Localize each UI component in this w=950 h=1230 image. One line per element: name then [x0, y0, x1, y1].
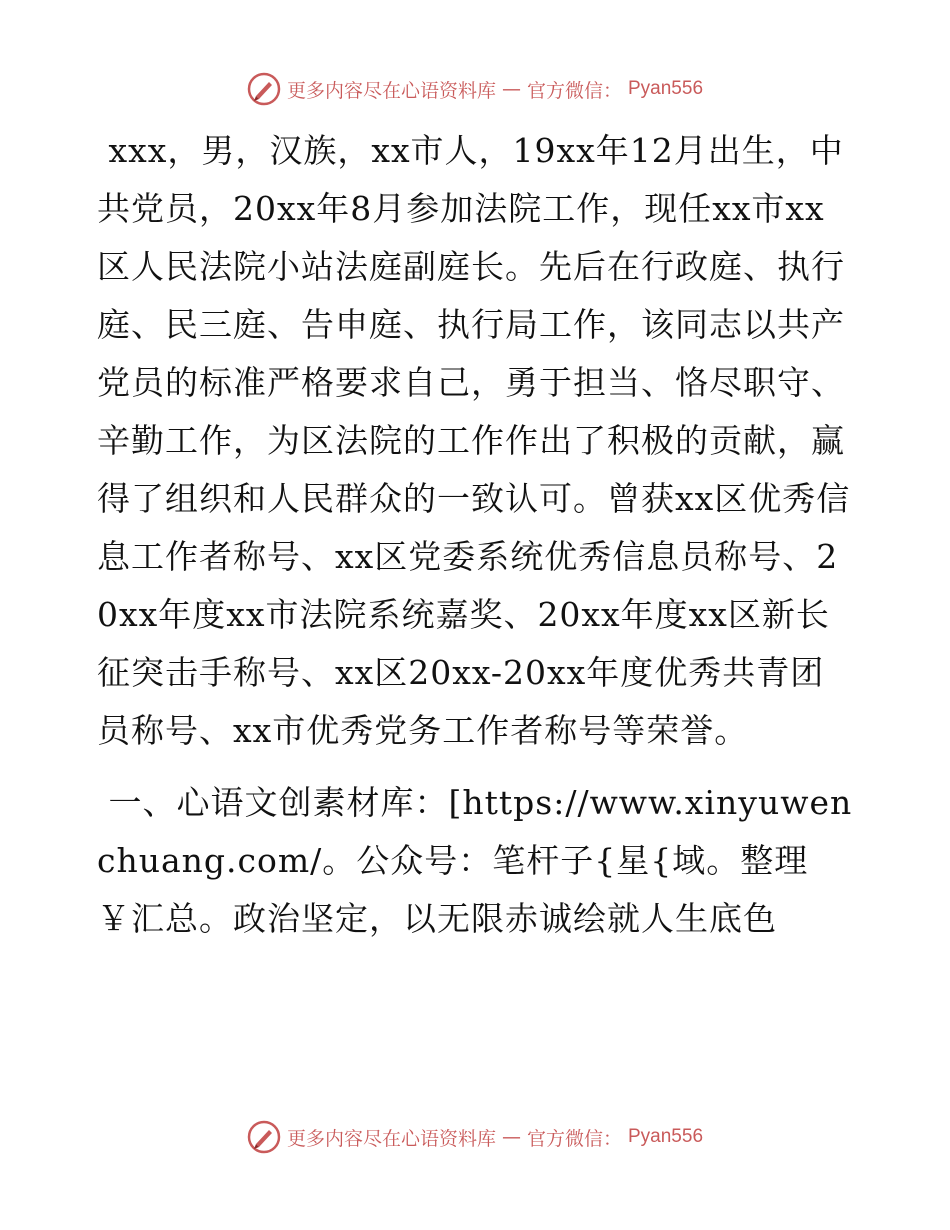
watermark-separator: — [501, 78, 521, 100]
section-paragraph: 一、心语文创素材库：[https://www.xinyuwenchuang.com/。公众号：笔杆子{星{域。整理￥汇总。政治坚定，以无限赤诚绘就人生底色 [97, 783, 853, 938]
wechat-label: 官方微信： [526, 1127, 622, 1150]
footer-watermark [0, 1120, 950, 1154]
watermark-separator: — [501, 1126, 521, 1148]
wechat-label: 官方微信： [526, 79, 622, 102]
bio-paragraph: xxx，男，汉族，xx市人，19xx年12月出生，中共党员，20xx年8月参加法院工作，现任xx市xx区人民法院小站法庭副庭长。先后在行政庭、执行庭、民三庭、告申庭、执行局工作，该同志以共产党员的标准严格要求自己，勇于担当、恪尽职守、辛勤工作，为区法院的工作作出了积极的贡献，赢得了组织和人民群众的一致认可。曾获xx区优秀信息工作者称号、xx区党委系统优秀信息员称号、20xx年度xx市法院系统嘉奖、20xx年度xx区新长征突击手称号、xx区20xx-20xx年度优秀共青团员称号、xx市优秀党务工作者称号等荣誉。 [97, 131, 851, 750]
pen-logo-icon [247, 72, 281, 106]
watermark-text: 更多内容尽在心语资料库 [286, 79, 496, 102]
pen-logo-icon [247, 1120, 281, 1154]
watermark-text: 更多内容尽在心语资料库 [286, 1127, 496, 1150]
document-body [97, 122, 857, 948]
wechat-id: Pyan556 [628, 78, 704, 99]
header-watermark [0, 72, 950, 106]
wechat-id: Pyan556 [628, 1126, 704, 1147]
